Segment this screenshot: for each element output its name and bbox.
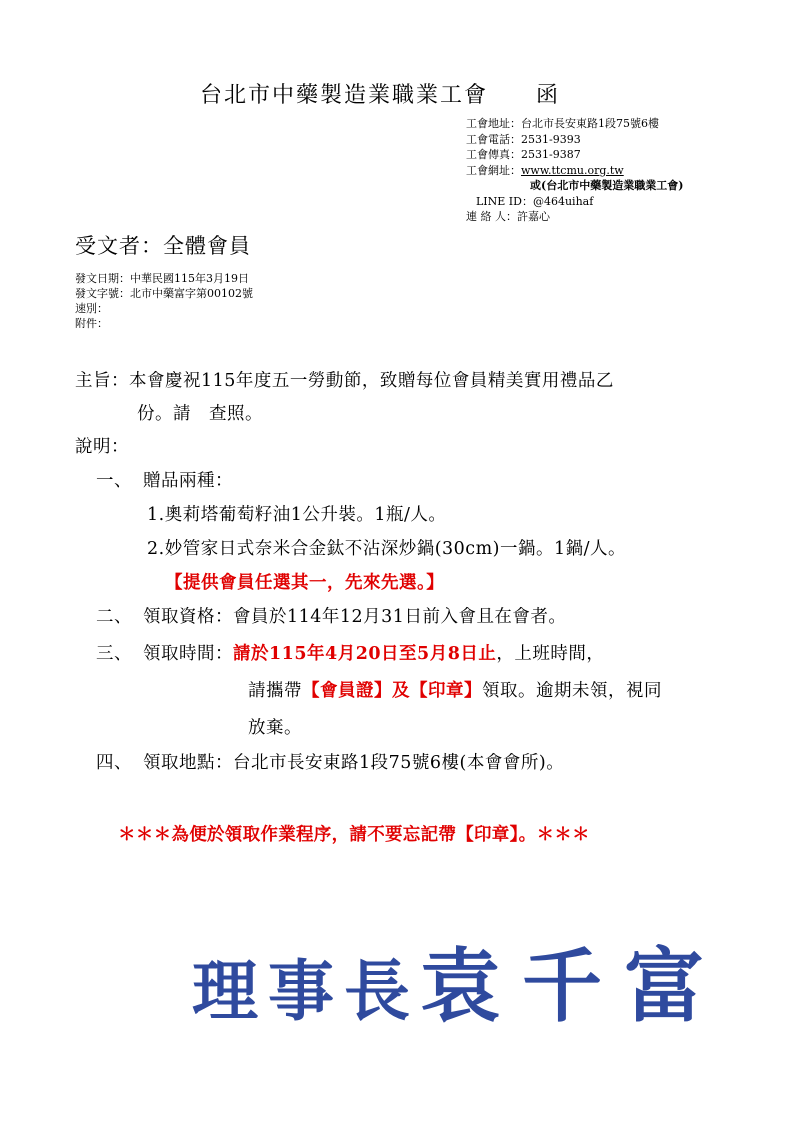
seal-reminder: ＊＊＊為便於領取作業程序，請不要忘記帶【印章】。＊＊＊: [118, 825, 590, 845]
item-three-line2: [248, 677, 662, 702]
website-link[interactable]: www.ttcmu.org.tw: [521, 163, 624, 177]
member-card-note: 【會員證】: [302, 681, 392, 701]
item-two-line: [143, 603, 566, 628]
bring-prefix: 請攜帶: [248, 681, 302, 701]
subject-line2: 份。請 查照。: [137, 404, 263, 424]
recipient: 受文者：全體會員: [75, 234, 251, 258]
explanation-label: 說明：: [75, 437, 129, 457]
issue-date: 發文日期：中華民國115年3月19日: [75, 272, 249, 285]
org-name: 台北市中藥製造業職業工會: [200, 83, 489, 108]
signature-name: 袁千富: [420, 939, 726, 1033]
signature-title: 理事長: [192, 952, 420, 1030]
pickup-time-after: ，上班時間，: [496, 644, 605, 664]
item-one-text: 贈品兩種：: [143, 471, 233, 491]
item-four-line: [143, 749, 564, 774]
union-fax: 工會傳真：2531-9387: [466, 148, 581, 161]
gift-2: 2.妙管家日式奈米合金鈦不沾深炒鍋(30cm)一鍋。1鍋/人。: [147, 539, 627, 559]
item-one-no: 一、: [96, 471, 132, 491]
choice-note: 【提供會員任選其一，先來先選。】: [165, 573, 445, 593]
union-website-row: [466, 163, 683, 179]
bring-suffix: 領取。逾期未領，視同: [482, 681, 662, 701]
location-text: 台北市長安東路1段75號6樓(本會會所)。: [233, 753, 565, 773]
location-label: 領取地點：: [143, 753, 233, 773]
subject-line1: [75, 367, 614, 392]
and-word: 及: [392, 681, 410, 701]
subject-label: 主旨：: [75, 371, 129, 391]
attachment: 附件：: [75, 317, 108, 330]
document-meta: [75, 271, 253, 331]
doc-type: 函: [536, 83, 561, 108]
pickup-period: 請於115年4月20日至5月8日止: [233, 644, 497, 664]
website-alt: 或(台北市中藥製造業職業工會): [530, 179, 684, 192]
union-address: 工會地址：台北市長安東路1段75號6樓: [466, 117, 659, 130]
contact-person: 連 絡 人：許嘉心: [466, 210, 550, 223]
eligibility-label: 領取資格：: [143, 607, 233, 627]
letterhead-title: [200, 78, 560, 109]
item-three-line1: [143, 640, 604, 665]
union-phone: 工會電話：2531-9393: [466, 132, 581, 146]
reference-number: 發文字號：北市中藥富字第00102號: [75, 287, 253, 300]
line-id: LINE ID：@464uihaf: [476, 194, 594, 208]
pickup-time-label: 領取時間：: [143, 644, 233, 664]
item-three-line3: 放棄。: [248, 718, 302, 738]
website-label: 工會網址：: [466, 163, 521, 177]
item-three-no: 三、: [96, 644, 132, 664]
seal-note: 【印章】: [410, 681, 482, 701]
union-contact-info: [466, 116, 683, 225]
eligibility-text: 會員於114年12月31日前入會且在會者。: [233, 607, 567, 627]
speed-class: 速別：: [75, 302, 108, 315]
item-two-no: 二、: [96, 607, 132, 627]
gift-1: 1.奧莉塔葡萄籽油1公升裝。1瓶/人。: [147, 505, 447, 525]
subject-text-1: 本會慶祝115年度五一勞動節，致贈每位會員精美實用禮品乙: [129, 371, 614, 391]
item-four-no: 四、: [96, 753, 132, 773]
chairman-signature: [192, 922, 726, 1037]
